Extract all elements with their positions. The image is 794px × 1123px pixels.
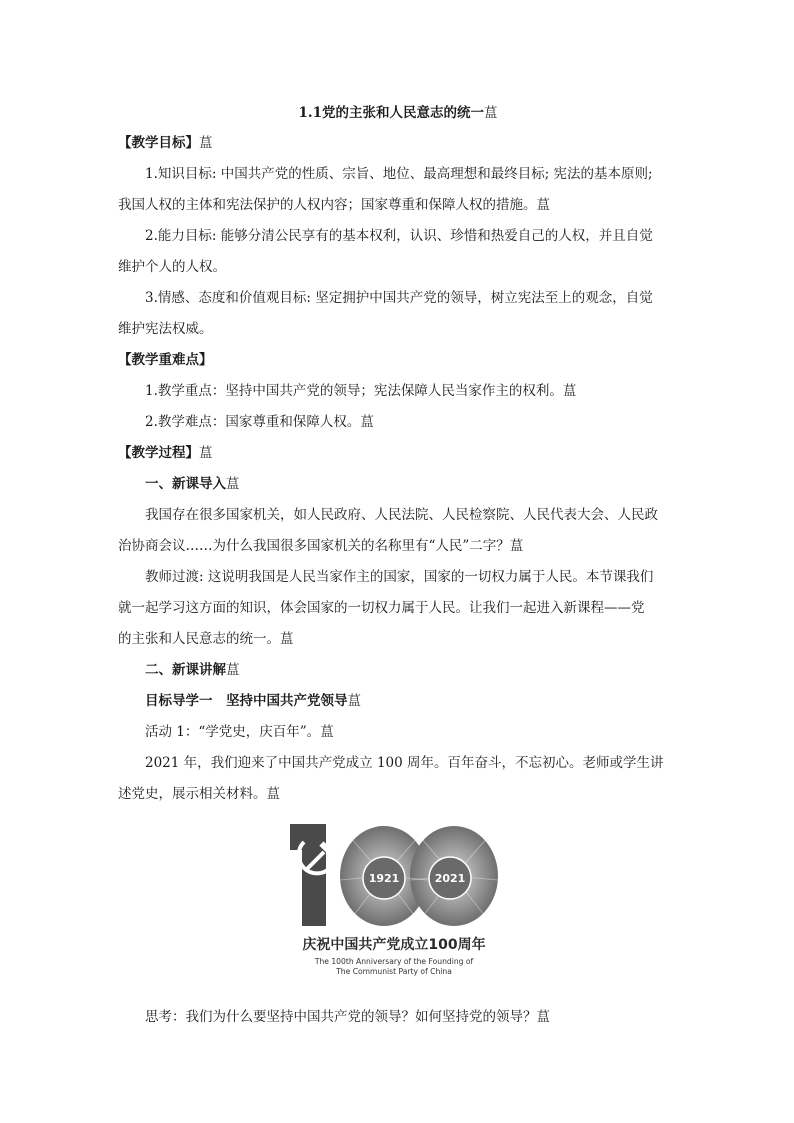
centenary-logo-figure (284, 820, 504, 992)
paragraph: 维护宪法权威。 (118, 321, 213, 337)
section-heading-objectives: 【教学目标】蒀 (118, 135, 213, 151)
logo-caption-english-line1: The 100th Anniversary of the Founding of (314, 957, 474, 966)
paragraph: 2.能力目标: 能够分清公民享有的基本权利，认识、珍惜和热爱自己的人权，并且自觉 (145, 228, 653, 244)
logo-caption-chinese: 庆祝中国共产党成立100周年 (302, 937, 486, 953)
subheading-intro: 一、新课导入蒀 (145, 476, 240, 492)
paragraph: 2.教学难点：国家尊重和保障人权。蒀 (145, 414, 374, 430)
centenary-logo-graphic (284, 820, 504, 932)
paragraph: 治协商会议……为什么我国很多国家机关的名称里有“人民”二字？蒀 (118, 538, 524, 554)
paragraph: 我国存在很多国家机关，如人民政府、人民法院、人民检察院、人民代表大会、人民政 (145, 507, 658, 523)
paragraph: 的主张和人民意志的统一。蒀 (118, 631, 294, 647)
year-start-label: 1921 (368, 872, 400, 885)
para-mark: 蒀 (484, 105, 498, 121)
document-title: 1.1党的主张和人民意志的统一蒀 (298, 105, 498, 121)
activity-line: 活动 1：“学党史，庆百年”。蒀 (145, 724, 334, 740)
paragraph: 3.情感、态度和价值观目标: 坚定拥护中国共产党的领导，树立宪法至上的观念，自觉 (145, 290, 653, 306)
paragraph: 就一起学习这方面的知识，体会国家的一切权力属于人民。让我们一起进入新课程——党 (118, 600, 645, 616)
paragraph: 教师过渡: 这说明我国是人民当家作主的国家，国家的一切权力属于人民。本节课我们 (145, 569, 654, 585)
subheading-goal-1: 目标导学一 坚持中国共产党领导蒀 (145, 693, 361, 709)
think-question: 思考：我们为什么要坚持中国共产党的领导？如何坚持党的领导？蒀 (145, 1009, 550, 1025)
logo-caption-english-line2: The Communist Party of China (336, 967, 452, 976)
paragraph: 我国人权的主体和宪法保护的人权内容；国家尊重和保障人权的措施。蒀 (118, 197, 550, 213)
year-end-label: 2021 (434, 872, 466, 885)
paragraph: 1.教学重点：坚持中国共产党的领导；宪法保障人民当家作主的权利。蒀 (145, 383, 577, 399)
section-heading-key-points: 【教学重难点】 (118, 352, 213, 368)
paragraph: 述党史，展示相关材料。蒀 (118, 786, 280, 802)
paragraph: 1.知识目标: 中国共产党的性质、宗旨、地位、最高理想和最终目标; 宪法的基本原则; (145, 166, 653, 182)
paragraph: 2021 年，我们迎来了中国共产党成立 100 周年。百年奋斗，不忘初心。老师或学生讲 (145, 755, 664, 771)
document-page (118, 98, 678, 1025)
subheading-lecture: 二、新课讲解蒀 (145, 662, 240, 678)
section-heading-process: 【教学过程】蒀 (118, 445, 213, 461)
paragraph: 维护个人的人权。 (118, 259, 226, 275)
